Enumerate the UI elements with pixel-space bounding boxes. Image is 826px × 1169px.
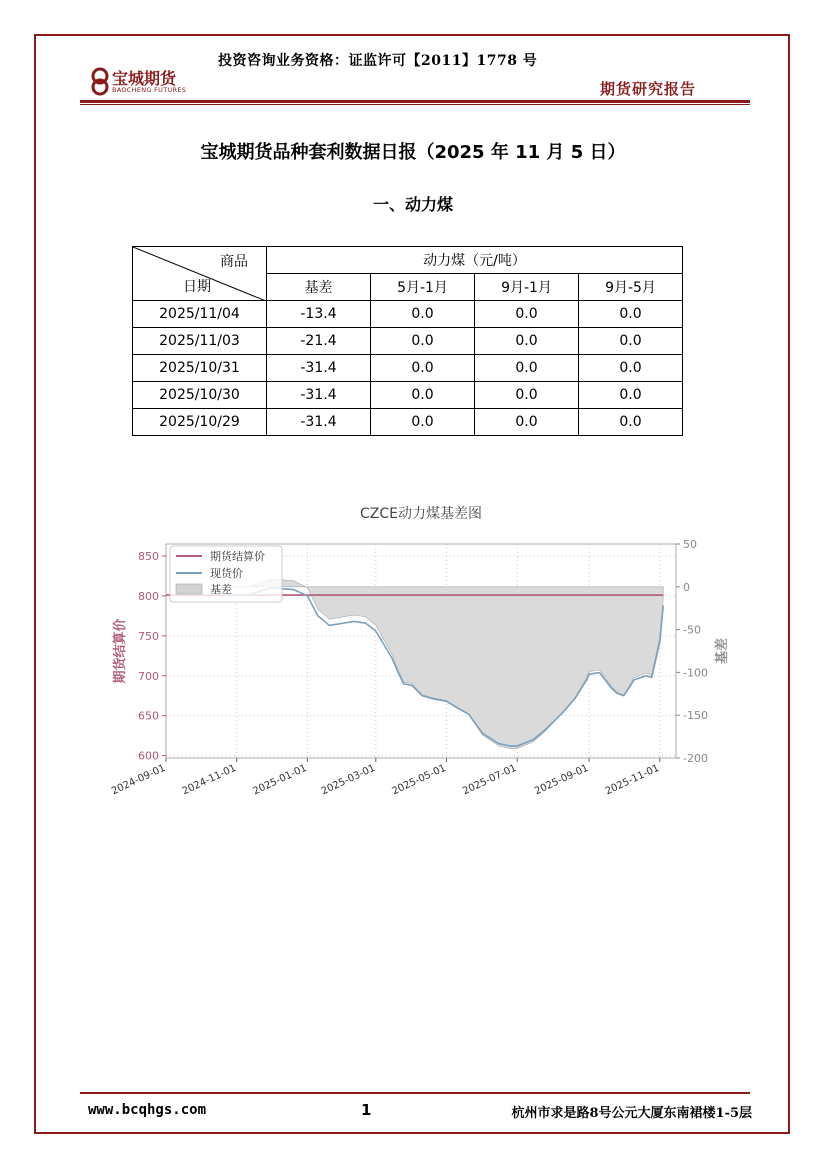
column-header: 9月-1月 — [475, 274, 579, 301]
corner-label-date: 日期 — [183, 279, 211, 295]
legend-label-basis: 基差 — [210, 583, 232, 596]
y-right-tick-label: -200 — [683, 752, 708, 765]
row-date: 2025/11/03 — [133, 328, 267, 355]
row-date: 2025/11/04 — [133, 301, 267, 328]
x-tick-label: 2025-09-01 — [533, 762, 591, 798]
table-row — [133, 409, 683, 436]
y-right-tick-label: -150 — [683, 709, 708, 723]
y-right-tick-label: 0 — [683, 580, 690, 594]
basis-chart — [98, 496, 738, 816]
logo-english-name: BAOCHENG FUTURES — [112, 86, 187, 94]
y-left-tick-label: 800 — [138, 589, 159, 603]
y-left-axis-label: 期货结算价 — [113, 618, 128, 684]
table-row — [133, 382, 683, 409]
row-date: 2025/10/30 — [133, 382, 267, 409]
row-value: 0.0 — [579, 355, 683, 382]
x-tick-label: 2025-07-01 — [461, 762, 519, 798]
table-row — [133, 328, 683, 355]
row-value: 0.0 — [579, 301, 683, 328]
y-left-tick-label: 750 — [138, 629, 159, 643]
y-left-tick-label: 850 — [138, 549, 159, 563]
row-value: 0.0 — [371, 301, 475, 328]
row-value: 0.0 — [475, 409, 579, 436]
legend-label-spot: 现货价 — [210, 567, 243, 580]
legend-label-futures: 期货结算价 — [210, 550, 265, 563]
x-tick-label: 2025-01-01 — [251, 762, 309, 798]
x-tick-label: 2025-11-01 — [603, 762, 662, 798]
header-divider-thin — [80, 104, 750, 105]
header-divider — [80, 100, 750, 103]
y-left-tick-label: 650 — [138, 709, 159, 723]
table-corner-cell — [133, 247, 267, 301]
y-left-tick-label: 700 — [138, 669, 159, 683]
table-group-header: 动力煤（元/吨） — [267, 247, 683, 274]
row-value: 0.0 — [475, 355, 579, 382]
row-value: 0.0 — [579, 328, 683, 355]
row-value: -21.4 — [267, 328, 371, 355]
row-value: 0.0 — [579, 409, 683, 436]
corner-label-commodity: 商品 — [220, 254, 248, 270]
y-right-tick-label: -50 — [683, 623, 701, 637]
column-header: 5月-1月 — [371, 274, 475, 301]
company-logo — [90, 64, 200, 98]
row-value: -31.4 — [267, 382, 371, 409]
basis-area — [223, 579, 663, 748]
row-value: 0.0 — [371, 355, 475, 382]
x-tick-label: 2025-05-01 — [390, 762, 448, 798]
page-title: 宝城期货品种套利数据日报（2025 年 11 月 5 日） — [200, 142, 626, 163]
column-header: 9月-5月 — [579, 274, 683, 301]
qualification-text: 投资咨询业务资格：证监许可【2011】1778 号 — [218, 53, 538, 69]
row-value: 0.0 — [371, 409, 475, 436]
y-right-tick-label: 50 — [683, 538, 697, 551]
footer-divider — [80, 1092, 750, 1094]
section-title: 一、动力煤 — [372, 195, 453, 214]
chart-title: CZCE动力煤基差图 — [360, 506, 482, 522]
footer-address: 杭州市求是路8号公元大厦东南裙楼1-5层 — [511, 1106, 752, 1121]
x-tick-label: 2024-09-01 — [109, 762, 168, 798]
x-tick-label: 2025-03-01 — [319, 762, 378, 798]
page-number: 1 — [361, 1101, 372, 1119]
report-type: 期货研究报告 — [599, 80, 696, 98]
row-value: -13.4 — [267, 301, 371, 328]
row-value: -31.4 — [267, 409, 371, 436]
row-value: 0.0 — [475, 328, 579, 355]
row-value: 0.0 — [371, 328, 475, 355]
row-value: 0.0 — [579, 382, 683, 409]
data-table — [132, 246, 683, 436]
y-left-tick-label: 600 — [138, 749, 159, 763]
table-row — [133, 355, 683, 382]
footer-website[interactable]: www.bcqhgs.com — [88, 1102, 207, 1118]
row-date: 2025/10/29 — [133, 409, 267, 436]
column-header: 基差 — [267, 274, 371, 301]
y-right-axis-label: 基差 — [715, 637, 730, 665]
y-right-tick-label: -100 — [683, 666, 708, 680]
row-date: 2025/10/31 — [133, 355, 267, 382]
legend-swatch-basis — [176, 584, 202, 594]
logo-mark-icon — [90, 66, 110, 96]
basis-chart-svg — [98, 496, 738, 816]
x-tick-label: 2024-11-01 — [180, 762, 238, 798]
row-value: 0.0 — [475, 382, 579, 409]
row-value: 0.0 — [475, 301, 579, 328]
table-row — [133, 301, 683, 328]
row-value: -31.4 — [267, 355, 371, 382]
logo-name: 宝城期货 — [112, 69, 177, 88]
row-value: 0.0 — [371, 382, 475, 409]
